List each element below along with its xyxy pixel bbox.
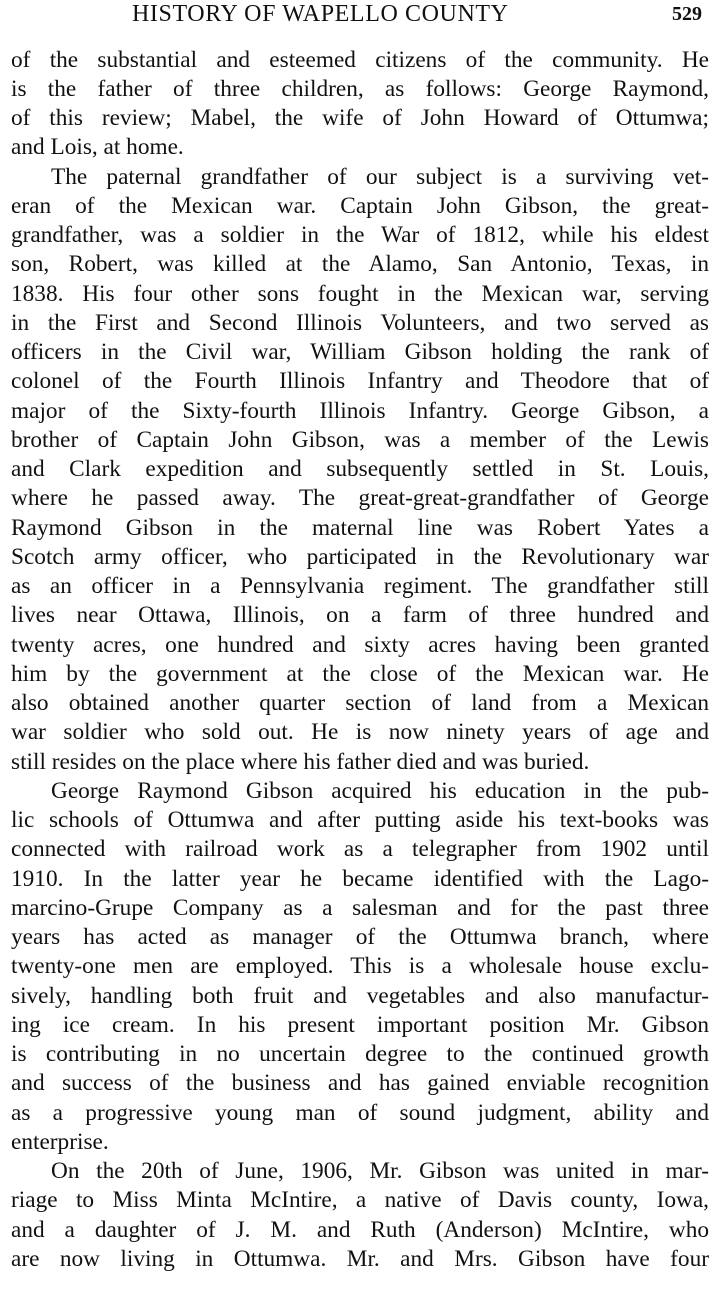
- text-line: son, Robert, was killed at the Alamo, San Antonio, Texas, in: [11, 251, 709, 277]
- text-line: Scotch army officer, who participated in the Revolutionary war: [11, 544, 709, 570]
- text-line: of the substantial and esteemed citizens of the community. He: [11, 47, 709, 73]
- text-line: enterprise.: [11, 1129, 109, 1155]
- text-line: still resides on the place where his father died and was buried.: [11, 749, 590, 775]
- text-line: him by the government at the close of the Mexican war. He: [11, 661, 709, 687]
- text-line: as a progressive young man of sound judgment, ability and: [11, 1100, 709, 1126]
- text-line: also obtained another quarter section of land from a Mexican: [11, 690, 709, 716]
- text-line: twenty-one men are employed. This is a wholesale house exclu-: [11, 953, 709, 979]
- running-head: HISTORY OF WAPELLO COUNTY: [132, 1, 509, 27]
- text-line: as an officer in a Pennsylvania regiment. The grandfather still: [11, 573, 709, 599]
- text-line: ing ice cream. In his present important position Mr. Gibson: [11, 1012, 709, 1038]
- text-line: are now living in Ottumwa. Mr. and Mrs. Gibson have four: [11, 1246, 709, 1272]
- text-line: is contributing in no uncertain degree to the continued growth: [11, 1041, 709, 1067]
- text-line: 1910. In the latter year he became identified with the Lago-: [11, 866, 709, 892]
- text-line: in the First and Second Illinois Volunteers, and two served as: [11, 310, 709, 336]
- text-line: On the 20th of June, 1906, Mr. Gibson was united in mar-: [51, 1158, 709, 1184]
- text-line: Raymond Gibson in the maternal line was Robert Yates a: [11, 515, 709, 541]
- text-line: marcino-Grupe Company as a salesman and for the past three: [11, 895, 709, 921]
- text-line: officers in the Civil war, William Gibson holding the rank of: [11, 339, 709, 365]
- text-line: and a daughter of J. M. and Ruth (Anderson) McIntire, who: [11, 1217, 709, 1243]
- text-line: connected with railroad work as a telegrapher from 1902 until: [11, 836, 709, 862]
- text-line: The paternal grandfather of our subject is a surviving vet-: [51, 164, 709, 190]
- text-line: is the father of three children, as follows: George Raymond,: [11, 76, 709, 102]
- text-line: twenty acres, one hundred and sixty acres having been granted: [11, 632, 709, 658]
- text-line: grandfather, was a soldier in the War of 1812, while his eldest: [11, 222, 709, 248]
- text-line: and success of the business and has gained enviable recognition: [11, 1070, 709, 1096]
- text-line: and Lois, at home.: [11, 134, 184, 160]
- text-line: colonel of the Fourth Illinois Infantry and Theodore that of: [11, 368, 709, 394]
- text-line: and Clark expedition and subsequently settled in St. Louis,: [11, 456, 709, 482]
- page-number: 529: [672, 3, 702, 25]
- text-line: riage to Miss Minta McIntire, a native of Davis county, Iowa,: [11, 1187, 709, 1213]
- text-line: where he passed away. The great-great-grandfather of George: [11, 485, 709, 511]
- text-line: sively, handling both fruit and vegetables and also manufactur-: [11, 983, 709, 1009]
- text-line: lives near Ottawa, Illinois, on a farm of three hundred and: [11, 602, 709, 628]
- text-line: George Raymond Gibson acquired his education in the pub-: [51, 778, 709, 804]
- text-line: brother of Captain John Gibson, was a member of the Lewis: [11, 427, 709, 453]
- text-line: 1838. His four other sons fought in the Mexican war, serving: [11, 281, 709, 307]
- text-line: major of the Sixty-fourth Illinois Infantry. George Gibson, a: [11, 398, 709, 424]
- text-line: years has acted as manager of the Ottumwa branch, where: [11, 924, 709, 950]
- text-line: lic schools of Ottumwa and after putting aside his text-books was: [11, 807, 709, 833]
- text-line: eran of the Mexican war. Captain John Gibson, the great-: [11, 193, 709, 219]
- text-line: of this review; Mabel, the wife of John Howard of Ottumwa;: [11, 105, 709, 131]
- text-line: war soldier who sold out. He is now ninety years of age and: [11, 719, 709, 745]
